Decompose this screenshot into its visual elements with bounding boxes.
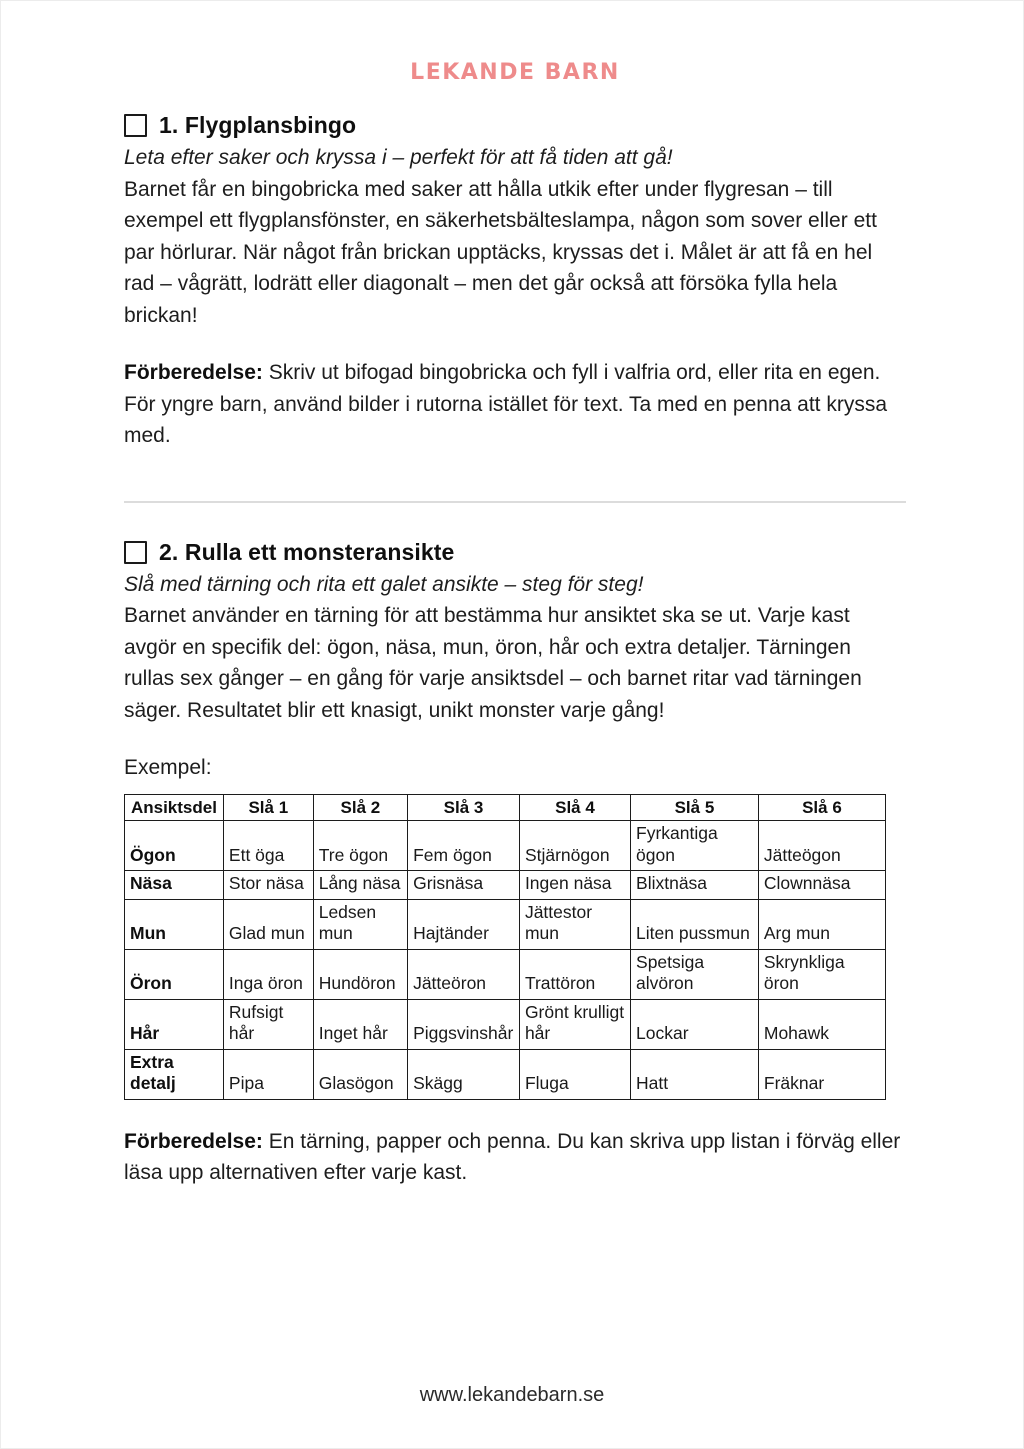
table-row xyxy=(125,821,886,871)
activity-section-2 xyxy=(124,539,906,1189)
table-cell: Stor näsa xyxy=(223,871,313,900)
activity-1-checkbox[interactable] xyxy=(124,114,147,137)
table-cell: Stjärnögon xyxy=(519,821,630,871)
header-ansiktsdel: Ansiktsdel xyxy=(125,795,224,821)
activity-1-title: 1. Flygplansbingo xyxy=(159,112,357,138)
table-cell: Inga öron xyxy=(223,949,313,999)
table-row xyxy=(125,999,886,1049)
header-sla-3: Slå 3 xyxy=(408,795,520,821)
table-cell: Fräknar xyxy=(758,1049,885,1099)
section-divider xyxy=(124,501,906,503)
header-sla-6: Slå 6 xyxy=(758,795,885,821)
table-row xyxy=(125,899,886,949)
table-cell: Jättestor mun xyxy=(519,899,630,949)
table-cell: Liten pussmun xyxy=(631,899,759,949)
table-cell: Glasögon xyxy=(313,1049,407,1099)
table-cell: Ledsen mun xyxy=(313,899,407,949)
activity-1-heading-row xyxy=(124,112,906,139)
activity-2-description: Barnet använder en tärning för att bestämma hur ansiktet ska se ut. Varje kast avgör en specifik del: ögon, näsa, mun, öron, hår och extra detaljer. Tärningen rullas sex gånger – en gång för varje ansiktsdel – och barnet ritar vad tärningen säger. Resultatet blir ett knasigt, unikt monster varje gång! xyxy=(124,604,862,722)
table-cell: Fyrkantiga ögon xyxy=(631,821,759,871)
table-cell: Skrynkliga öron xyxy=(758,949,885,999)
table-cell: Pipa xyxy=(223,1049,313,1099)
table-cell: Skägg xyxy=(408,1049,520,1099)
table-cell: Jätteögon xyxy=(758,821,885,871)
row-label-cell: Ögon xyxy=(125,821,224,871)
table-cell: Ett öga xyxy=(223,821,313,871)
activity-2-title: 2. Rulla ett monsteransikte xyxy=(159,538,455,565)
footer-url[interactable]: www.lekandebarn.se xyxy=(419,1384,605,1406)
brand-logo: LEKANDE BARN xyxy=(410,60,620,85)
table-cell: Arg mun xyxy=(758,899,885,949)
activity-1-prep-text: Skriv ut bifogad bingobricka och fyll i valfria ord, eller rita en egen. För yngre barn, använd bilder i rutorna istället för text. Ta med en penna att kryssa med. xyxy=(124,361,888,447)
table-cell: Lockar xyxy=(631,999,759,1049)
row-label-cell: Extra detalj xyxy=(125,1049,224,1099)
header-sla-5: Slå 5 xyxy=(631,795,759,821)
activity-1-tagline: Leta efter saker och kryssa i – perfekt för att få tiden att gå! xyxy=(124,146,673,169)
header-sla-1: Slå 1 xyxy=(223,795,313,821)
table-cell: Fem ögon xyxy=(408,821,520,871)
activity-1-description: Barnet får en bingobricka med saker att hålla utkik efter under flygresan – till exempel ett flygplansfönster, en säkerhetsbälteslampa, någon som sover eller ett par hörlurar. När något från brickan upptäcks, kryssas det i. Målet är att få en hel rad – vågrätt, lodrätt eller diagonalt – men det går också att försöka fylla hela brickan! xyxy=(124,177,877,327)
activity-1-prep-label: Förberedelse: xyxy=(124,361,263,384)
table-cell: Fluga xyxy=(519,1049,630,1099)
table-cell: Grönt krulligt hår xyxy=(519,999,630,1049)
activity-section-1 xyxy=(124,112,906,452)
table-header-row xyxy=(125,795,886,821)
row-label-cell: Öron xyxy=(125,949,224,999)
activity-2-preparation xyxy=(124,1126,906,1189)
activity-2-checkbox[interactable] xyxy=(124,541,147,564)
header-sla-2: Slå 2 xyxy=(313,795,407,821)
row-label-cell: Mun xyxy=(125,899,224,949)
table-row xyxy=(125,871,886,900)
table-cell: Tre ögon xyxy=(313,821,407,871)
monster-table xyxy=(124,794,886,1100)
table-cell: Hajtänder xyxy=(408,899,520,949)
row-label-cell: Näsa xyxy=(125,871,224,900)
table-cell: Rufsigt hår xyxy=(223,999,313,1049)
table-cell: Spetsiga alvöron xyxy=(631,949,759,999)
row-label-cell: Hår xyxy=(125,999,224,1049)
table-cell: Inget hår xyxy=(313,999,407,1049)
table-cell: Mohawk xyxy=(758,999,885,1049)
table-cell: Hundöron xyxy=(313,949,407,999)
page-content xyxy=(124,1,906,1189)
table-cell: Jätteöron xyxy=(408,949,520,999)
table-cell: Blixtnäsa xyxy=(631,871,759,900)
table-row xyxy=(125,1049,886,1099)
table-cell: Hatt xyxy=(631,1049,759,1099)
table-cell: Ingen näsa xyxy=(519,871,630,900)
table-cell: Trattöron xyxy=(519,949,630,999)
example-label: Exempel: xyxy=(124,756,212,779)
activity-2-heading-row xyxy=(124,539,906,566)
table-cell: Glad mun xyxy=(223,899,313,949)
table-cell: Grisnäsa xyxy=(408,871,520,900)
header-sla-4: Slå 4 xyxy=(519,795,630,821)
activity-2-prep-label: Förberedelse: xyxy=(124,1129,263,1153)
activity-1-preparation xyxy=(124,357,906,452)
activity-2-tagline: Slå med tärning och rita ett galet ansikte – steg för steg! xyxy=(124,572,644,596)
table-cell: Clownnäsa xyxy=(758,871,885,900)
table-cell: Piggsvinshår xyxy=(408,999,520,1049)
activity-2-prep-text: En tärning, papper och penna. Du kan skriva upp listan i förväg eller läsa upp alternativen efter varje kast. xyxy=(124,1129,901,1184)
table-row xyxy=(125,949,886,999)
table-cell: Lång näsa xyxy=(313,871,407,900)
